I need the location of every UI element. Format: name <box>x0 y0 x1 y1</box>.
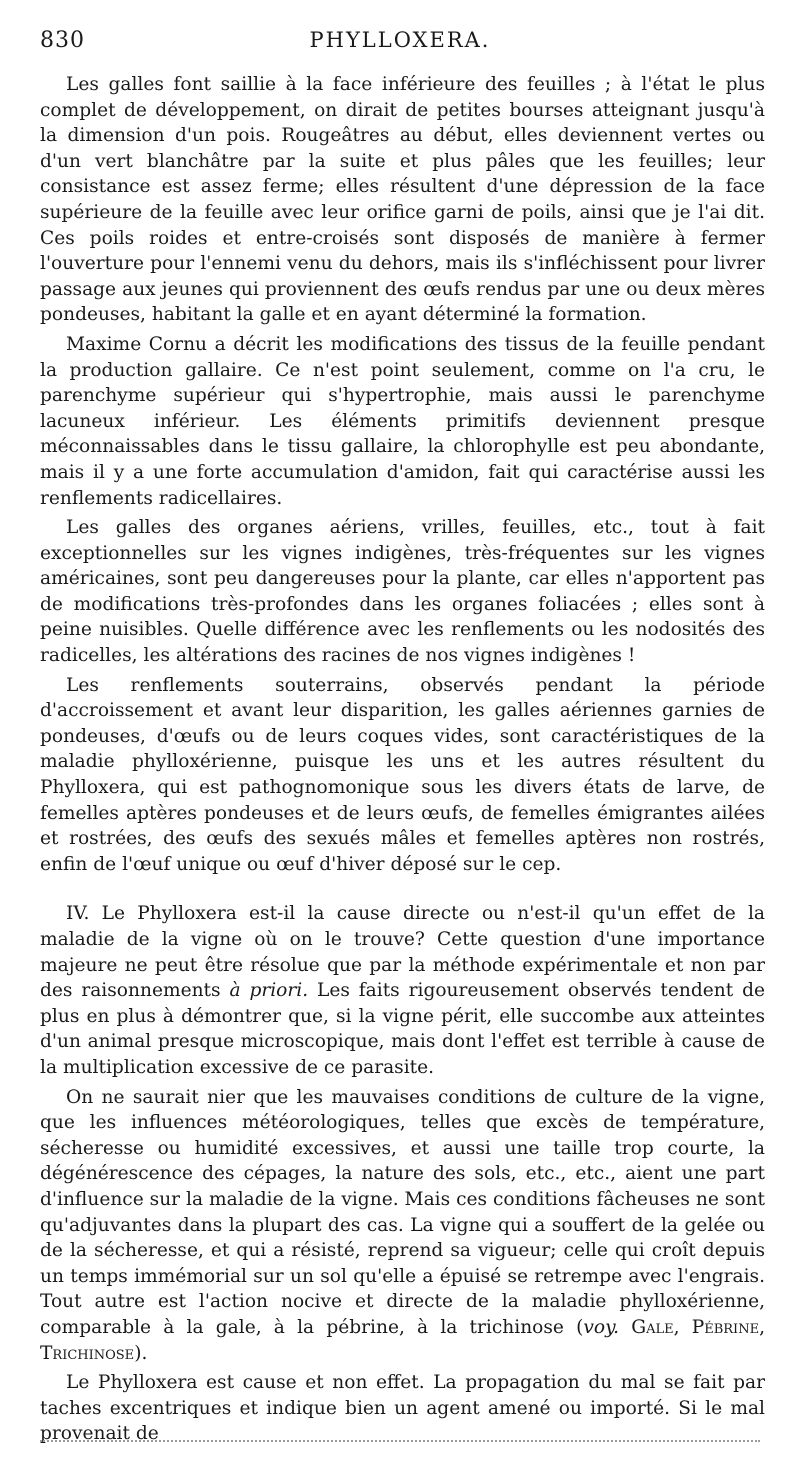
paragraph-section-iv <box>40 901 765 1080</box>
cross-reference-gale: Gale <box>631 1316 674 1338</box>
page-number: 830 <box>40 28 85 53</box>
paragraph-underground-swellings: Les renflements souterrains, observés pendant la période d'accroissement et avant leur disparition, les galles aériennes garnies de pondeuses, d'œufs ou de leurs coques vides, sont caractéristiques de la maladie phylloxérienne, puisque les uns et les autres résultent du Phylloxera, qui est pathognomonique sous les divers états de larve, de femelles aptères pondeuses et de leurs œufs, de femelles émigrantes ailées et rostrées, des œufs des sexués mâles et femelles aptères non rostrés, enfin de l'œuf unique ou œuf d'hiver déposé sur le cep. <box>40 674 765 875</box>
reference-separator: , <box>759 1316 765 1338</box>
voy-abbreviation: voy. <box>583 1316 620 1338</box>
a-priori-emphasis: à priori. <box>229 980 309 1002</box>
paragraph-culture-conditions <box>40 1085 765 1367</box>
cross-reference-pebrine: Pébrine <box>691 1316 760 1338</box>
footer-dotted-rule <box>40 1440 760 1442</box>
section-iv-text-start: IV. Le Phylloxera est-il la cause directe ou n'est-il qu'un effet de la maladie de la vigne où on le trouve? Cette question d'une importance majeure ne peut être résolue que par la méthode expérimentale et non par des raisonnements <box>40 903 765 1002</box>
culture-conditions-text: On ne saurait nier que les mauvaises conditions de culture de la vigne, que les influences météorologiques, telles que excès de température, sécheresse ou humidité excessives, et aussi une taille trop courte, la dégénérescence des cépages, la nature des sols, etc., etc., aient une part d'influence sur la maladie de la vigne. Mais ces conditions fâcheuses ne sont qu'adjuvantes dans la plupart des cas. La vigne qui a souffert de la gelée ou de la sécheresse, et qui a résisté, reprend sa vigueur; celle qui croît depuis un temps immémorial sur un sol qu'elle a épuisé se retrempe avec l'engrais. Tout autre est l'action nocive et directe de la maladie phylloxérienne, comparable à la gale, à la pébrine, à la trichinose ( <box>40 1086 765 1338</box>
cross-reference-trichinose: Trichinose <box>40 1342 135 1364</box>
paragraph-galls-description: Les galles font saillie à la face inférieure des feuilles ; à l'état le plus complet de développement, on dirait de petites bourses atteignant jusqu'à la dimension d'un pois. Rougeâtres au début, elles deviennent vertes ou d'un vert blanchâtre par la suite et plus pâles que les feuilles; leur consistance est assez ferme; elles résultent d'une dépression de la face supérieure de la feuille avec leur orifice garni de poils, ainsi que je l'ai dit. Ces poils roides et entre-croisés sont disposés de manière à fermer l'ouverture pour l'ennemi venu du dehors, mais ils s'infléchissent pour livrer passage aux jeunes qui proviennent des œufs rendus par une ou deux mères pondeuses, habitant la galle et en ayant déterminé la formation. <box>40 74 765 326</box>
paragraph-aerial-galls: Les galles des organes aériens, vrilles, feuilles, etc., tout à fait exceptionnelles sur les vignes indigènes, très-fréquentes sur les vignes américaines, sont peu dangereuses pour la plante, car elles n'apportent pas de modifications très-profondes dans les organes foliacées ; elles sont à peine nuisibles. Quelle différence avec les renflements ou les nodosités des radicelles, les altérations des racines de nos vignes indigènes ! <box>40 517 765 667</box>
paragraph-cornu-modifications: Maxime Cornu a décrit les modifications des tissus de la feuille pendant la production gallaire. Ce n'est point seulement, comme on l'a cru, le parenchyme supérieur qui s'hypertrophie, mais aussi le parenchyme lacuneux inférieur. Les éléments primitifs deviennent presque méconnaissables dans le tissu gallaire, la chlorophylle est peu abondante, mais il y a une forte accumulation d'amidon, fait qui caractérise aussi les renflements radicellaires. <box>40 333 765 509</box>
page-header <box>40 28 760 58</box>
section-iv-text-end: Les faits rigoureusement observés tendent de plus en plus à démontrer que, si la vigne périt, elle succombe aux atteintes d'un animal presque microscopique, mais dont l'effet est terrible à cause de la multiplication excessive de ce parasite. <box>40 980 765 1078</box>
page-body <box>40 72 765 1447</box>
reference-separator: , <box>673 1316 692 1338</box>
running-title: PHYLLOXERA. <box>309 28 491 52</box>
culture-conditions-closing: ). <box>134 1342 148 1364</box>
paragraph-cause-not-effect: Le Phylloxera est cause et non effet. La propagation du mal se fait par taches excentriques et indique bien un agent amené ou importé. Si le mal provenait de <box>40 1372 765 1445</box>
